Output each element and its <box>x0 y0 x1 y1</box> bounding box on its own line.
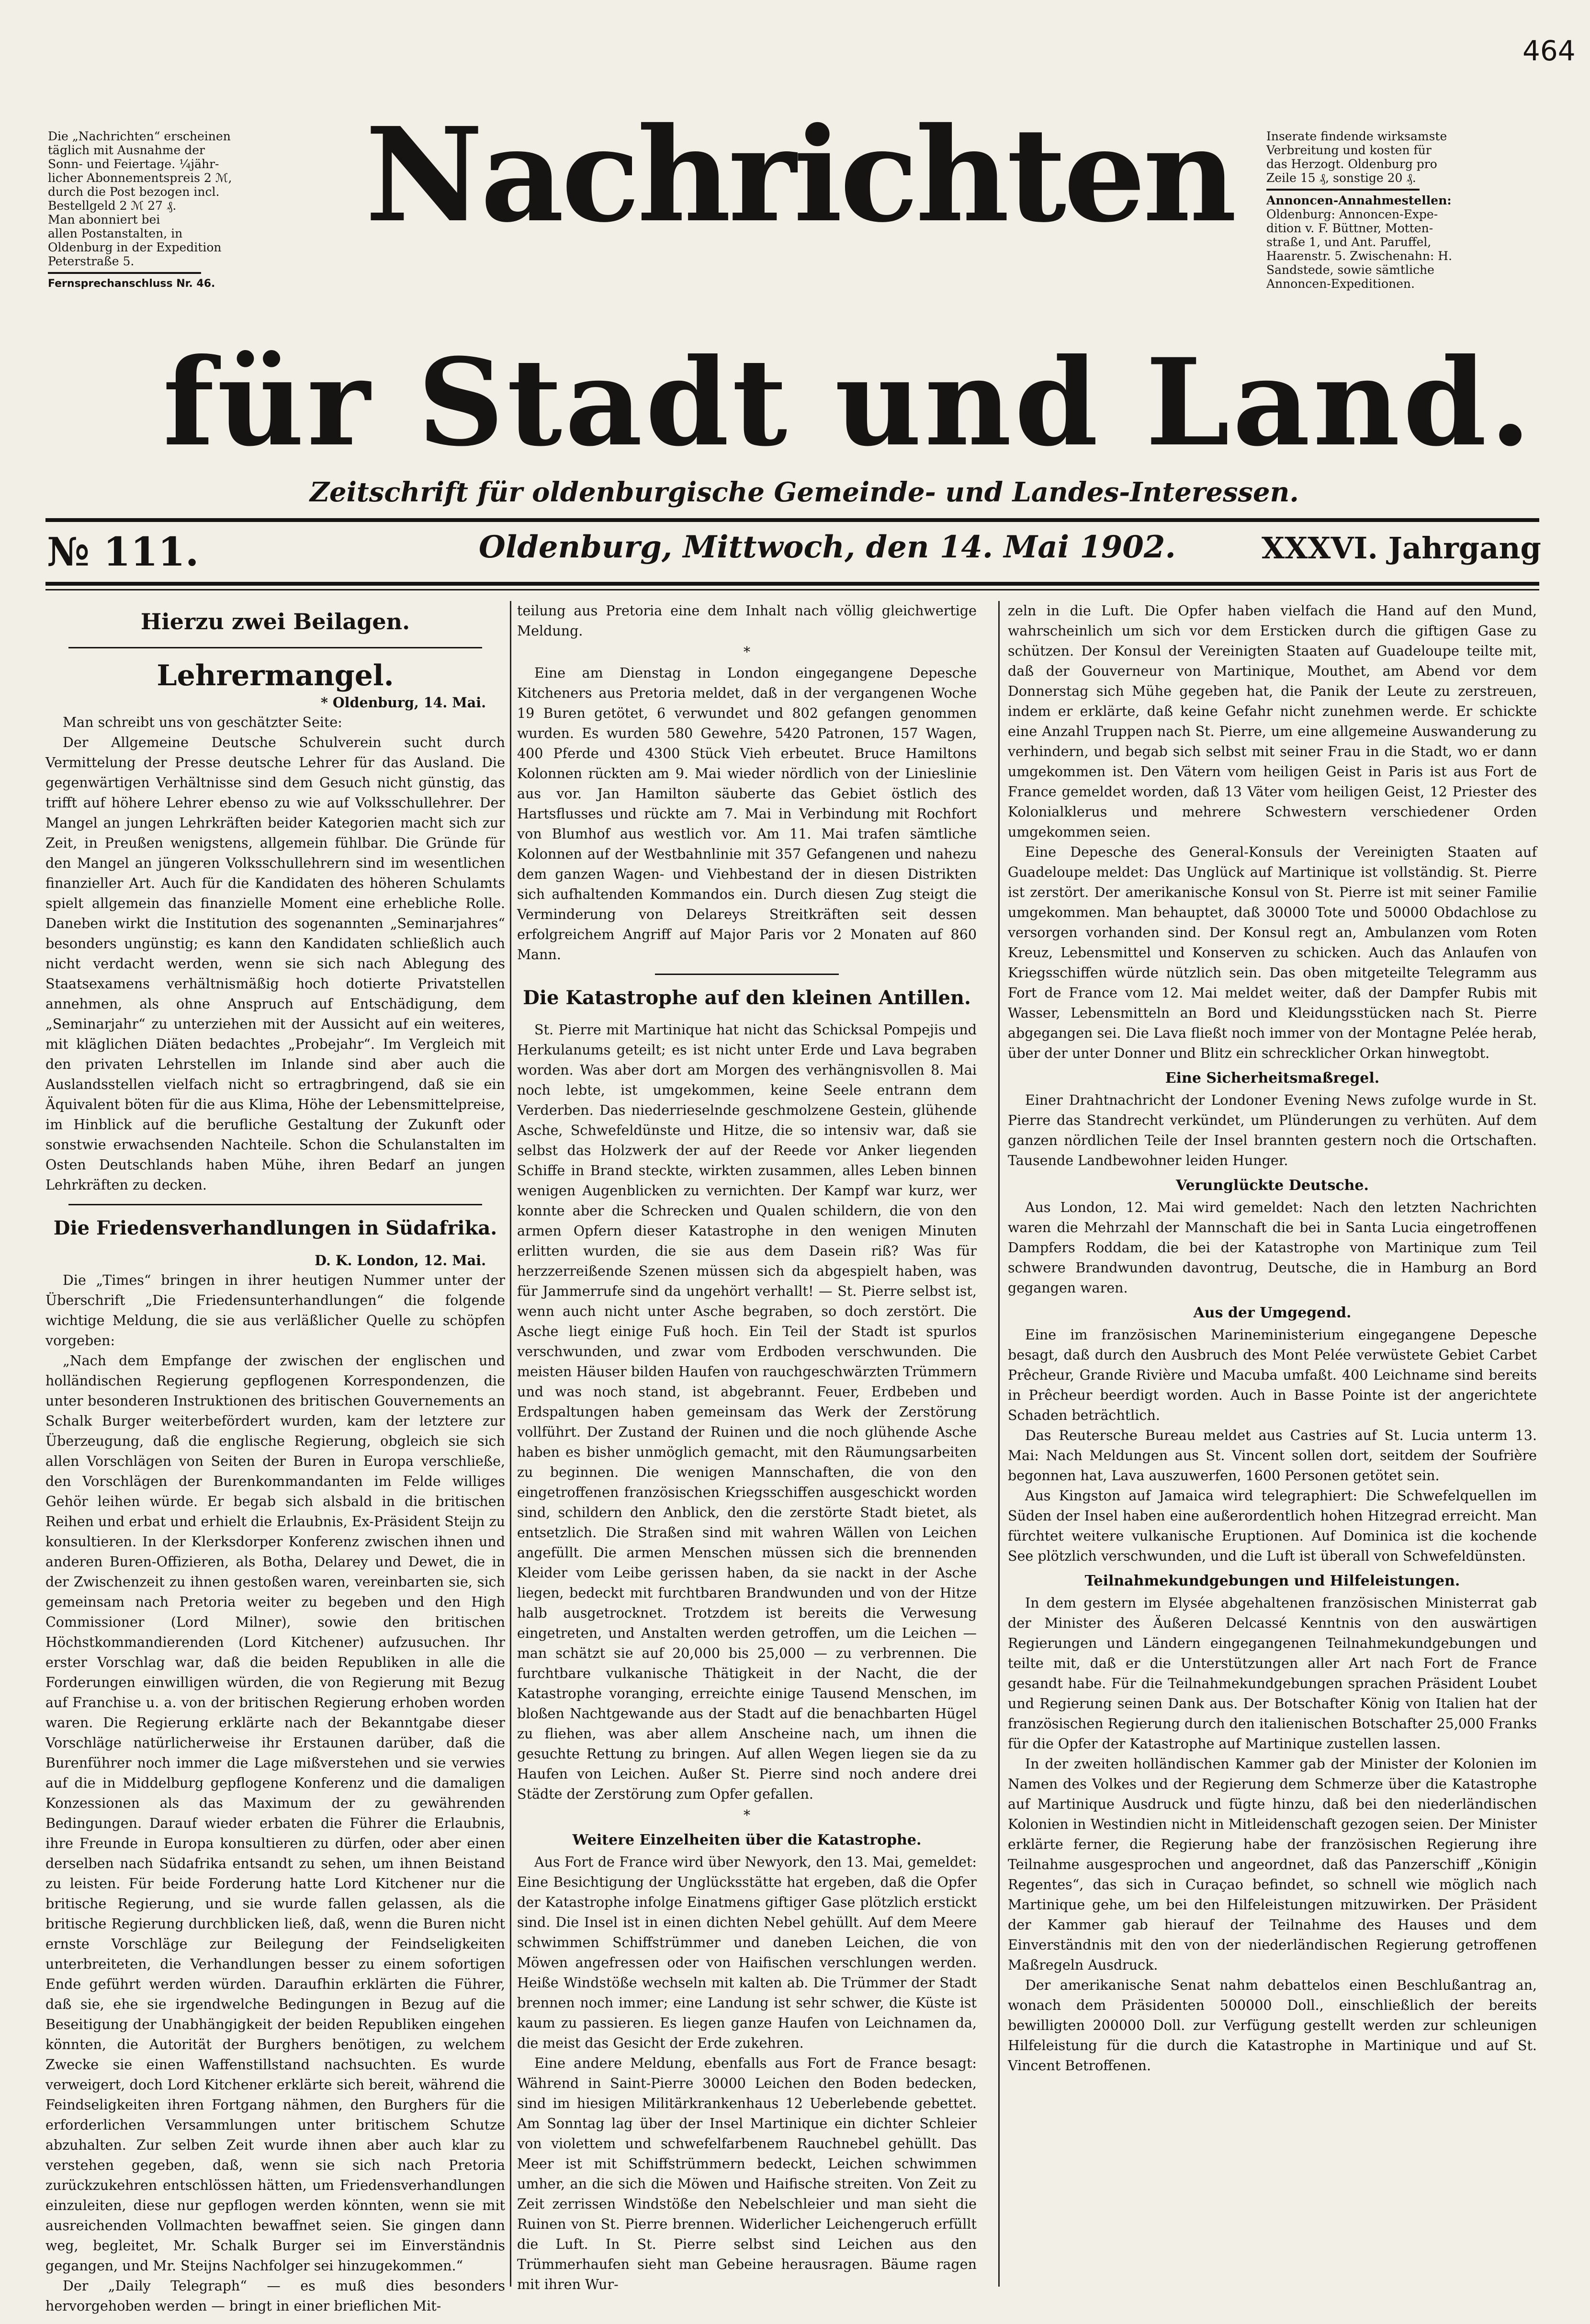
paragraph: Die „Times“ bringen in ihrer heutigen Nummer unter der Überschrift „Die Friedensunterhandlungen“ die folgende wichtige Meldung, die sie aus verläßlicher Quelle zu schöpfen vorgeben: <box>45 1272 505 1349</box>
info-line: allen Postanstalten, in <box>48 227 183 240</box>
column-divider <box>510 601 511 2287</box>
section-title: Eine Sicherheitsmaßregel. <box>1165 1070 1380 1087</box>
info-line: durch die Post bezogen incl. <box>48 185 220 199</box>
page-number: 464 <box>1522 34 1576 67</box>
dateline: Oldenburg, Mittwoch, den 14. Mai 1902. <box>479 529 1176 565</box>
info-line: Oldenburg: Annoncen-Expe- <box>1266 207 1438 221</box>
section-title: Verunglückte Deutsche. <box>1176 1177 1369 1194</box>
phone-number: Fernsprechanschluss Nr. 46. <box>48 278 215 290</box>
section-title: Aus der Umgegend. <box>1193 1304 1352 1321</box>
header-rule <box>45 582 1539 586</box>
paragraph: „Nach dem Empfange der zwischen der englischen und holländischen Regierung gepflogenen Korrespondenzen, die unter besonderen Instruktionen des britischen Gouvernements an Schalk Burger weiterbefördert wurden, kam der letztere zur Überzeugung, daß die englische Regierung, obgleich sie sich allen Vorschlägen von Seiten der Buren in Europa verschließe, den Vorschlägen der Burenkommandanten im Felde williges Gehör leihen würde. Er begab sich alsbald in die britischen Reihen und erbat und erhielt die Erlaubnis, Ex-Präsident Steijn zu konsultieren. In der Klerksdorper Konferenz zwischen ihnen und anderen Buren-Offizieren, als Botha, Delarey und Dewet, die in der Zwischenzeit zu ihnen gestoßen waren, vereinbarten sie, sich gemeinsam nach Pretoria weiter zu begeben und den High Commissioner (Lord Milner), sowie den britischen Höchstkommandierenden (Lord Kitchener) aufzusuchen. Ihr erster Vorschlag war, daß die beiden Republiken in alle die Forderungen einwilligen würden, die von Regierung mit Bezug auf Franchise u. a. von der britischen Regierung erhoben worden waren. Die Regierung erklärte nach der Bekanntgabe dieser Vorschläge natürlicherweise ihr Erstaunen darüber, daß die Burenführer noch immer die Lage mißverstehen und sie verwies auf die in Middelburg gepflogene Konferenz und die damaligen Konzessionen als das Maximum der zu gewährenden Bedingungen. Darauf wieder erbaten die Führer die Erlaubnis, ihre Freunde in Europa konsultieren zu dürfen, oder aber einen derselben nach Südafrika entsandt zu sehen, um ihnen Beistand zu leisten. Für beide Forderung hatte Lord Kitchener nur die britische Regierung, und sie wurde fallen gelassen, als die britische Regierung durchblicken ließ, daß, wenn die Buren nicht ernste Vorschläge zur Beilegung der Feindseligkeiten unterbreiteten, die Verhandlungen besser zu einem sofortigen Ende geführt werden würden. Daraufhin erklärten die Führer, daß sie, ehe sie irgendwelche Bedingungen in Bezug auf die Beseitigung der Unabhängigkeit der beiden Republiken eingehen könnten, die Autorität der Burghers benötigen, zu welchem Zwecke sie einen Waffenstillstand nachsuchten. Es wurde verweigert, doch Lord Kitchener erklärte sich bereit, während die Feindseligkeiten ihren Fortgang nähmen, den Burghers für die erforderlichen Versammlungen unter britischem Schutze abzuhalten. Zur selben Zeit wurde ihnen aber auch klar zu verstehen gegeben, daß, wenn sie sich nach Pretoria zurückzukehren entschlössen hätten, um Friedensverhandlungen einzuleiten, diese nur gepflogen werden könnten, wenn sie mit ausreichenden Vollmachten bewaffnet seien. Sie gingen dann weg, begleitet, Mr. Schalk Burger sei im Einverständnis gegangen, und Mr. Steijns Nachfolger sei hinzugekommen.“ <box>45 1353 505 2274</box>
paragraph: St. Pierre mit Martinique hat nicht das Schicksal Pompejis und Herkulanums geteilt; es ist nicht unter Erde und Lava begraben worden. Was aber dort am Morgen des verhängnisvollen 8. Mai noch lebte, ist umgekommen, keine Seele entrann dem Verderben. Das niederrieselnde geschmolzene Gestein, glühende Asche, Schwefeldünste und Hitze, die so intensiv war, daß sie selbst das Holzwerk der auf der Reede vor Anker liegenden Schiffe in Brand steckte, wirkten zusammen, alles Leben binnen wenigen Augenblicken zu vernichten. Der Kampf war kurz, wer konnte aber die Schrecken und Qualen schildern, die von den armen Opfern dieser Katastrophe in den wenigen Minuten erlitten wurden, die sie aus dem Dasein riß? Was für herzzerreißende Szenen müssen sich da abgespielt haben, was für Jammerrufe sind da ungehört verhallt! — St. Pierre selbst ist, wenn auch nicht unter Asche begraben, so doch zerstört. Die Asche liegt einige Fuß hoch. Ein Teil der Stadt ist spurlos verschwunden, und zwar vom Erdboden verschwunden. Die meisten Häuser bilden Haufen von rauchgeschwärzten Trümmern und was noch stand, ist abgebrannt. Feuer, Erdbeben und Erdspaltungen haben gemeinsam das Werk der Zerstörung vollführt. Der Zustand der Ruinen und die noch glühende Asche haben es bisher unmöglich gemacht, mit den Räumungsarbeiten zu beginnen. Die wenigen Mannschaften, die von den eingetroffenen französischen Kriegsschiffen ausgeschickt worden sind, schildern den Anblick, den die zerstörte Stadt bietet, als entsetzlich. Die Straßen sind mit wahren Wällen von Leichen angefüllt. Die armen Menschen müssen sich die brennenden Kleider vom Leibe gerissen haben, da sie nackt in der Asche liegen, bedeckt mit furchtbaren Brandwunden und von der Hitze halb ausgetrocknet. Trotzdem ist bereits die Verwesung eingetreten, und Anstalten werden getroffen, um die Leichen — man schätzt sie auf 20,000 bis 25,000 — zu verbrennen. Die furchtbare vulkanische Thätigkeit in der Nacht, die der Katastrophe voranging, erreichte einige Tausend Menschen, im bloßen Nachtgewande aus der Stadt auf die benachbarten Hügel zu fliehen, was aber allem Anscheine nach, um ihnen die gesuchte Rettung zu bringen. Auf allen Wegen liegen sie da zu Haufen von Leichen. Außer St. Pierre sind noch andere drei Städte der Zerstörung zum Opfer gefallen. <box>517 1022 977 1802</box>
paragraph: Das Reutersche Bureau meldet aus Castries auf St. Lucia unterm 13. Mai: Nach Meldungen aus St. Vincent sollen dort, seitdem der Soufrière begonnen hat, Lava auszuwerfen, 1600 Personen getötet sein. <box>1008 1428 1537 1484</box>
info-line: Bestellgeld 2 ℳ 27 ₰. <box>48 199 177 213</box>
paragraph: Der „Daily Telegraph“ — es muß dies besonders hervorgehoben werden — bringt in einer brieflichen Mit- <box>45 2278 505 2314</box>
issue-number: № 111. <box>47 529 199 575</box>
paragraph: Der Allgemeine Deutsche Schulverein sucht durch Vermittelung der Presse deutsche Lehrer für das Ausland. Die gegenwärtigen Verhältnisse sind dem Gesuch nicht günstig, das trifft auf höhere Lehrer ebenso zu wie auf Volksschullehrer. Der Mangel an jungen Lehrkräften beider Kategorien macht sich zur Zeit, in Preußen wenigstens, allgemein fühlbar. Die Gründe für den Mangel an jüngeren Volksschullehrern sind im wesentlichen finanzieller Art. Auch für die Kandidaten des höheren Schulamts spielt allgemein das finanzielle Moment eine erhebliche Rolle. Daneben wirkt die Institution des sogenannten „Seminarjahres“ besonders ungünstig; es kann den Kandidaten schließlich auch nicht verdacht werden, wenn sie sich nach Ablegung des Staatsexamens verhältnismäßig hoch dotierte Privatstellen annehmen, als ohne Anspruch auf Entschädigung, dem „Seminarjahr“ zu unterziehen mit der Aussicht auf ein weiteres, mit kläglichen Diäten bedachtes „Probejahr“. Im Vergleich mit den privaten Lehrstellen im Inlande sind aber auch die Auslandsstellen vielfach nicht so ertragbringend, daß sie ein Äquivalent böten für die aus Klima, Höhe der Lebensmittelpreise, im Hinblick auf die berufliche Gestaltung der Zukunft oder sonstwie erwachsenden Nachteile. Schon die Schulanstalten im Osten Deutschlands haben Mühe, ihren Bedarf an jungen Lehrkräften zu decken. <box>45 735 505 1193</box>
paragraph: Einer Drahtnachricht der Londoner Evening News zufolge wurde in St. Pierre das Standrecht verkündet, um Plünderungen zu verhüten. Auf dem ganzen nördlichen Teile der Insel brannten gestern noch die Ortschaften. Tausende Landbewohner leiden Hunger. <box>1008 1092 1537 1168</box>
info-line: Annoncen-Expeditionen. <box>1266 277 1415 291</box>
supplements-note: Hierzu zwei Beilagen. <box>140 609 410 635</box>
info-line: Man abonniert bei <box>48 213 160 227</box>
article-title: Die Katastrophe auf den kleinen Antillen. <box>523 986 971 1009</box>
masthead-subtitle: Zeitschrift für oldenburgische Gemeinde- und Landes-Interessen. <box>310 476 1299 508</box>
info-line: straße 1, und Ant. Paruffel, <box>1266 235 1432 249</box>
masthead-title-line2: für Stadt und Land. <box>163 332 1534 473</box>
column-3 <box>1008 601 1537 2287</box>
info-line: Inserate findende wirksamste <box>1266 129 1447 143</box>
header-rule <box>45 518 1539 522</box>
article-title: Die Friedensverhandlungen in Südafrika. <box>53 1217 497 1239</box>
paragraph: Eine im französischen Marineministerium eingegangene Depesche besagt, daß durch den Ausbruch des Mont Pelée verwüstete Gebiet Carbet Prêcheur, Grande Rivière und Macuba umfaßt. 400 Leichname sind bereits in Prêcheur beerdigt worden. Auch in Basse Pointe ist der angerichtete Schaden beträchtlich. <box>1008 1327 1537 1423</box>
info-line: Haarenstr. 5. Zwischenahn: H. <box>1266 249 1453 263</box>
separator <box>655 974 839 975</box>
article-dateline: D. K. London, 12. Mai. <box>315 1252 486 1269</box>
info-divider <box>48 272 201 274</box>
masthead-title: Nachrichten <box>365 99 1234 251</box>
info-divider <box>1266 189 1420 191</box>
column-2 <box>517 601 977 2292</box>
separator-star: * <box>743 1807 751 1823</box>
paragraph: In dem gestern im Elysée abgehaltenen französischen Ministerrat gab der Minister des Äußeren Delcassé Kenntnis von den auswärtigen Regierungen und Ländern eingegangenen Teilnahmekundgebungen und teilte mit, daß er die Unterstützungen aller Art nach Fort de France gesandt habe. Für die Teilnahmekundgebungen sprachen Präsident Loubet und Regierung seinen Dank aus. Der Botschafter König von Italien hat der französischen Regierung durch den italienischen Botschafter 25,000 Franks für die Opfer der Katastrophe auf Martinique zustellen lassen. <box>1008 1595 1537 1752</box>
subscription-info-box <box>48 129 271 291</box>
info-line: das Herzogt. Oldenburg pro <box>1266 157 1437 171</box>
column-1 <box>45 601 505 2314</box>
info-line: Zeile 15 ₰, sonstige 20 ₰. <box>1266 171 1416 185</box>
paragraph: Eine andere Meldung, ebenfalls aus Fort de France besagt: Während in Saint-Pierre 30000 Leichen den Boden bedecken, sind im hiesigen Militärkrankenhaus 12 Ueberlebende gebettet. Am Sonntag lag über der Insel Martinique ein dichter Schleier von violettem und schwefelfarbenem Rauchnebel gehüllt. Das Meer ist mit Schiffstrümmern bedeckt, Leichen schwimmen umher, an die sich die Möwen und Haifische streiten. Von Zeit zu Zeit zerrissen Windstöße den Nebelschleier und man sieht die Ruinen von St. Pierre brennen. Widerlicher Leichengeruch erfüllt die Luft. In St. Pierre selbst sind Leichen aus den Trümmerhaufen sieht man Gebeine herausragen. Bäume ragen mit ihren Wur- <box>517 2055 977 2292</box>
separator <box>68 647 482 648</box>
article-dateline: * Oldenburg, 14. Mai. <box>321 694 486 711</box>
info-line: licher Abonnementspreis 2 ℳ, <box>48 171 232 185</box>
info-line: Oldenburg in der Expedition <box>48 240 222 254</box>
section-title: Weitere Einzelheiten über die Katastrophe. <box>572 1832 922 1848</box>
info-line: Die „Nachrichten“ erscheinen <box>48 129 231 143</box>
paragraph: Aus London, 12. Mai wird gemeldet: Nach den letzten Nachrichten waren die Mehrzahl der Mannschaft die bei in Santa Lucia eingetroffenen Dampfers Roddam, die bei der Katastrophe von Martinique zum Teil schwere Brandwunden davontrug, Deutsche, die in Hamburg an Bord gegangen waren. <box>1008 1200 1537 1296</box>
annahme-title: Annoncen-Annahmestellen: <box>1266 193 1452 207</box>
article-title: Lehrermangel. <box>157 659 394 692</box>
info-line: Sonn- und Feiertage. ¼jähr- <box>48 157 219 171</box>
info-line: täglich mit Ausnahme der <box>48 143 205 157</box>
column-divider <box>998 601 1000 2287</box>
paragraph: Man schreibt uns von geschätzter Seite: <box>63 714 342 730</box>
volume: XXXVI. Jahrgang <box>1262 531 1541 566</box>
separator <box>68 1204 482 1205</box>
info-line: dition v. F. Büttner, Motten- <box>1266 221 1433 235</box>
paragraph: Aus Fort de France wird über Newyork, den 13. Mai, gemeldet: Eine Besichtigung der Unglücksstätte hat ergeben, daß die Opfer der Katastrophe infolge Einatmens giftiger Gase plötzlich erstickt sind. Die Insel ist in einen dichten Nebel gehüllt. Auf dem Meere schwimmen Schiffstrümmer und daneben Leichen, die von Möwen angefressen oder von Haifischen verschlungen werden. Heiße Windstöße wechseln mit kalten ab. Die Trümmer der Stadt brennen noch immer; eine Landung ist sehr schwer, die Küste ist kaum zu passieren. Es liegen ganze Haufen von Leichnamen da, die meist das Gesicht der Erde zukehren. <box>517 1854 977 2051</box>
paragraph: Der amerikanische Senat nahm debattelos einen Beschlußantrag an, wonach dem Präsidenten 500000 Doll., einschließlich der bereits bewilligten 200000 Doll. zur Verfügung gestellt werden zur schleunigen Hilfeleistung für die durch die Katastrophe in Martinique und auf St. Vincent Betroffenen. <box>1008 1977 1537 2074</box>
paragraph: Eine am Dienstag in London eingegangene Depesche Kitcheners aus Pretoria meldet, daß in der vergangenen Woche 19 Buren getötet, 6 verwundet und 802 gefangen genommen wurden. Es wurden 580 Gewehre, 5420 Patronen, 157 Wagen, 400 Pferde und 4300 Stück Vieh erbeutet. Bruce Hamiltons Kolonnen rückten am 9. Mai wieder nördlich von der Linieslinie aus vor. Jan Hamilton säuberte das Gebiet östlich des Hartsflusses und rückte am 7. Mai in Verbindung mit Rochfort von Blumhof aus westlich vor. Am 11. Mai trafen sämtliche Kolonnen auf der Westbahnlinie mit 357 Gefangenen und nahezu dem ganzen Wagen- und Viehbestand der in diesen Distrikten sich aufhaltenden Kommandos ein. Durch diesen Zug steigt die Verminderung von Delareys Streitkräften seit dessen erfolgreichem Angriff auf Major Paris vor 2 Monaten auf 860 Mann. <box>517 665 977 963</box>
paragraph: In der zweiten holländischen Kammer gab der Minister der Kolonien im Namen des Volkes und der Regierung dem Schmerze über die Katastrophe auf Martinique Ausdruck und fügte hinzu, daß bei den niederländischen Kolonien in Westindien nicht in Mitleidenschaft gezogen seien. Der Minister erklärte ferner, die Regierung habe der französischen Regierung ihre Teilnahme ausgesprochen und angeordnet, daß das Panzerschiff „Königin Regentes“, das sich in Curaçao befindet, so schnell wie möglich nach Martinique gehe, um bei den Hilfeleistungen mitzuwirken. Der Präsident der Kammer gab hierauf der Teilnahme des Hauses und dem Einverständnis mit den von der niederländischen Regierung getroffenen Maßregeln Ausdruck. <box>1008 1756 1537 1973</box>
paragraph: teilung aus Pretoria eine dem Inhalt nach völlig gleichwertige Meldung. <box>517 603 977 639</box>
section-title: Teilnahmekundgebungen und Hilfeleistungen. <box>1084 1573 1460 1589</box>
paragraph: Eine Depesche des General-Konsuls der Vereinigten Staaten auf Guadeloupe meldet: Das Unglück auf Martinique ist vollständig. St. Pierre ist zerstört. Der amerikanische Konsul von St. Pierre ist mit seiner Familie umgekommen. Man behauptet, daß 30000 Tote und 50000 Obdachlose zu versorgen vorhanden sind. Der Konsul regt an, Ambulanzen vom Roten Kreuz, Lebensmittel und Konserven zu schicken. Auch das Anlaufen von Kriegsschiffen würde nützlich sein. Das oben mitgeteilte Telegramm aus Fort de France vom 12. Mai meldet weiter, daß der Dampfer Rubis mit Wasser, Lebensmitteln an Bord und Kleidungsstücken nach St. Pierre abgegangen sei. Die Lava fließt noch immer von der Montagne Pelée herab, über der unter Donner und Blitz ein schrecklicher Orkan hinwegtobt. <box>1008 844 1537 1061</box>
info-line: Verbreitung und kosten für <box>1266 143 1432 157</box>
info-line: Sandstede, sowie sämtliche <box>1266 263 1434 277</box>
paragraph: Aus Kingston auf Jamaica wird telegraphiert: Die Schwefelquellen im Süden der Insel haben eine außerordentlich hohen Hitzegrad erreicht. Man fürchtet weitere vulkanische Eruptionen. Auf Dominica ist die kochende See plötzlich verschwunden, und die Luft ist überall von Schwefeldünsten. <box>1008 1488 1537 1564</box>
header-rule-thin <box>45 589 1539 590</box>
info-line: Peterstraße 5. <box>48 254 135 268</box>
paragraph: zeln in die Luft. Die Opfer haben vielfach die Hand auf den Mund, wahrscheinlich um sich vor dem Ersticken durch die giftigen Gase zu schützen. Der Konsul der Vereinigten Staaten auf Guadeloupe teilte mit, daß der Gouverneur von Martinique, Mouthet, am Abend vor dem Donnerstag sich Mühe gegeben hat, die Panik der Leute zu zerstreuen, indem er erklärte, daß keine Gefahr nicht zunehmen werde. Er schickte eine Anzahl Truppen nach St. Pierre, um eine allgemeine Auswanderung zu verhindern, und begab sich selbst mit seiner Frau in die Stadt, wo er dann umgekommen ist. Den Vätern vom heiligen Geist in Paris ist aus Fort de France gemeldet worden, daß 13 Väter vom heiligen Geist, 12 Priester des Kolonialklerus und mehrere Schwestern verschiedener Orden umgekommen seien. <box>1008 603 1537 840</box>
advertising-info-box <box>1266 129 1542 291</box>
separator-star: * <box>743 644 751 660</box>
